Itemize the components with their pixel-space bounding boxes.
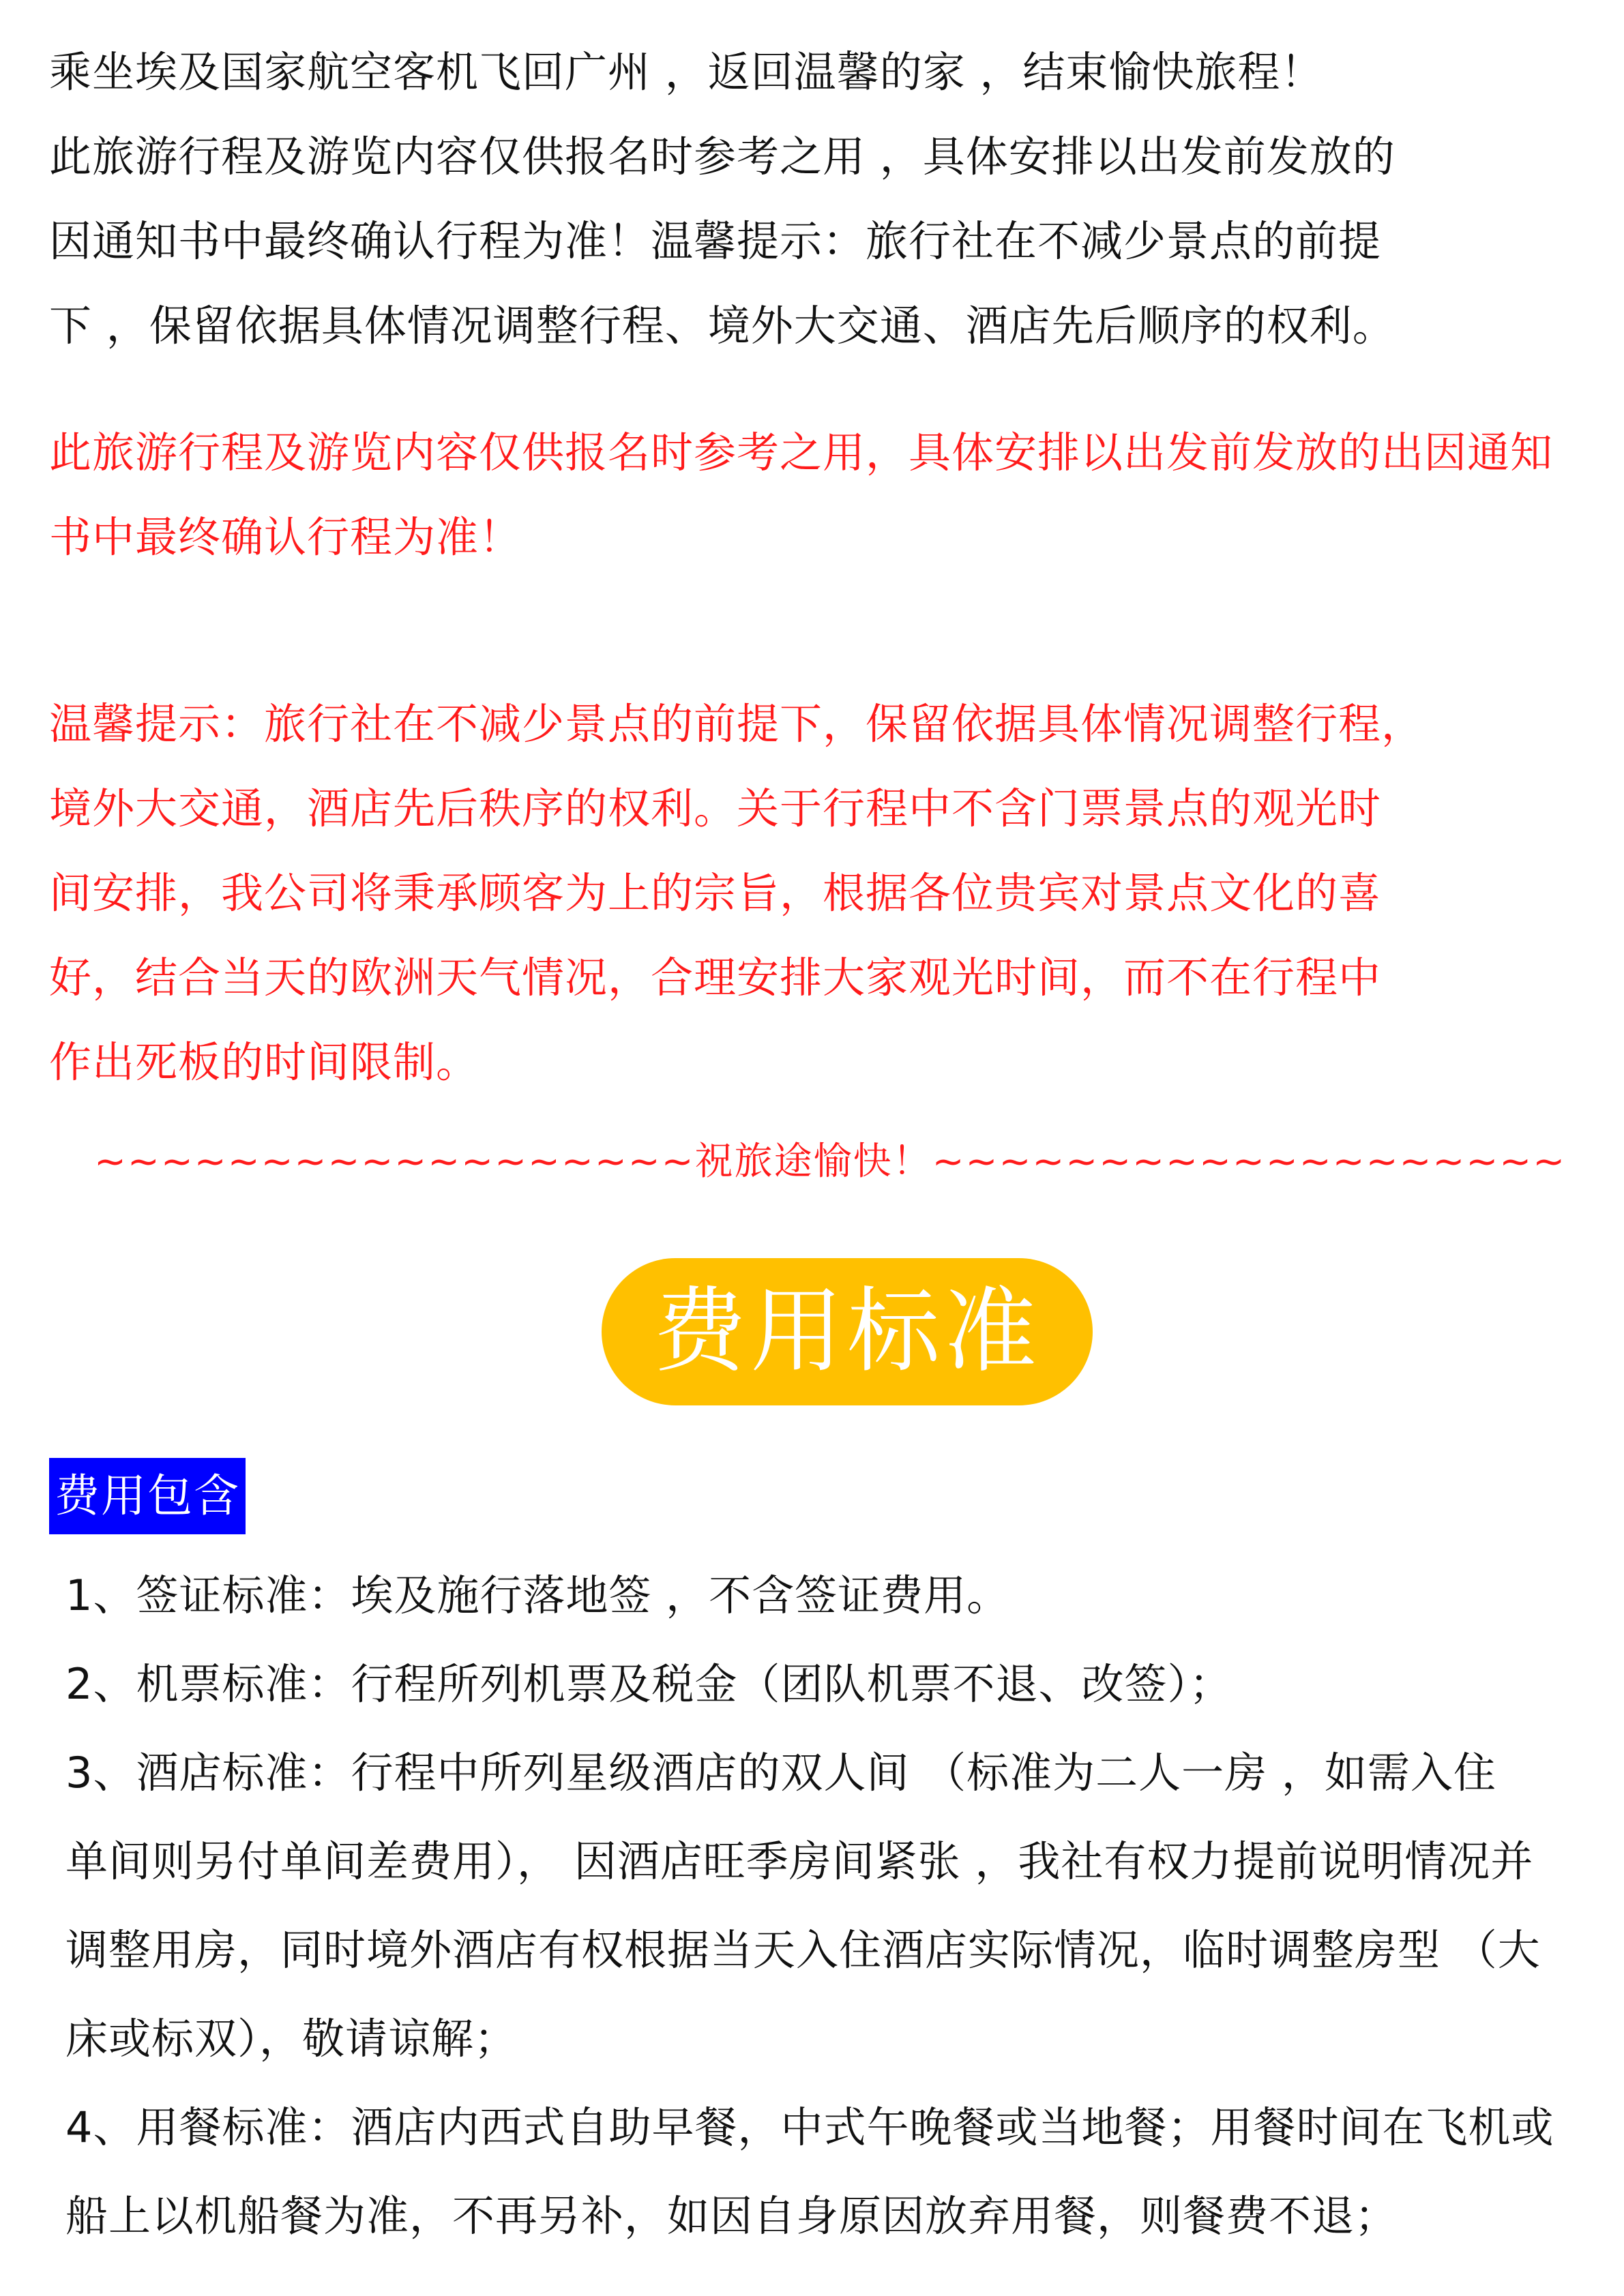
red-notice-line: 此旅游行程及游览内容仅供报名时参考之用，具体安排以出发前发放的出因通知 xyxy=(49,428,1554,477)
wish-line: ~~~~~~~~~~~~~~~~~~祝旅途愉快！~~~~~~~~~~~~~~~~~~~ xyxy=(94,1139,1567,1184)
paragraph-line: 乘坐埃及国家航空客机飞回广州 ，返回温馨的家 ，结束愉快旅程！ xyxy=(49,47,1324,97)
red-tips-line: 间安排，我公司将秉承顾客为上的宗旨，根据各位贵宾对景点文化的喜 xyxy=(49,868,1382,918)
included-item-line: 船上以机船餐为准，不再另补，如因自身原因放弃用餐，则餐费不退； xyxy=(65,2191,1398,2241)
included-item-line: 1、签证标准：埃及施行落地签 ，不含签证费用。 xyxy=(65,1570,1010,1620)
included-badge: 费用包含 xyxy=(49,1458,246,1534)
included-item-line: 调整用房，同时境外酒店有权根据当天入住酒店实际情况，临时调整房型 （大 xyxy=(65,1925,1541,1975)
red-tips-line: 作出死板的时间限制。 xyxy=(49,1037,479,1087)
included-item-line: 4、用餐标准：酒店内西式自助早餐，中式午晚餐或当地餐；用餐时间在飞机或 xyxy=(65,2102,1554,2152)
red-tips-line: 好，结合当天的欧洲天气情况，合理安排大家观光时间，而不在行程中 xyxy=(49,953,1382,1002)
included-item-line: 2、机票标准：行程所列机票及税金（团队机票不退、改签）； xyxy=(65,1659,1232,1709)
included-item-line: 3、酒店标准：行程中所列星级酒店的双人间 （标准为二人一房 ，如需入住 xyxy=(65,1748,1496,1798)
red-tips-line: 温馨提示：旅行社在不减少景点的前提下，保留依据具体情况调整行程， xyxy=(49,699,1425,749)
paragraph-line: 因通知书中最终确认行程为准！温馨提示：旅行社在不减少景点的前提 xyxy=(49,216,1382,266)
paragraph-line: 下 ，保留依据具体情况调整行程、境外大交通、酒店先后顺序的权利。 xyxy=(49,301,1396,351)
section-title-pill xyxy=(602,1258,1093,1405)
red-notice-line: 书中最终确认行程为准！ xyxy=(49,512,522,562)
included-item-line: 单间则另付单间差费用）， 因酒店旺季房间紧张 ，我社有权力提前说明情况并 xyxy=(65,1836,1534,1886)
red-tips-line: 境外大交通，酒店先后秩序的权利。关于行程中不含门票景点的观光时 xyxy=(49,784,1382,833)
section-title: 费用标准 xyxy=(653,1278,1041,1386)
included-item-line: 床或标双），敬请谅解； xyxy=(65,2014,518,2063)
paragraph-line: 此旅游行程及游览内容仅供报名时参考之用 ，具体安排以出发前发放的 xyxy=(49,132,1396,181)
